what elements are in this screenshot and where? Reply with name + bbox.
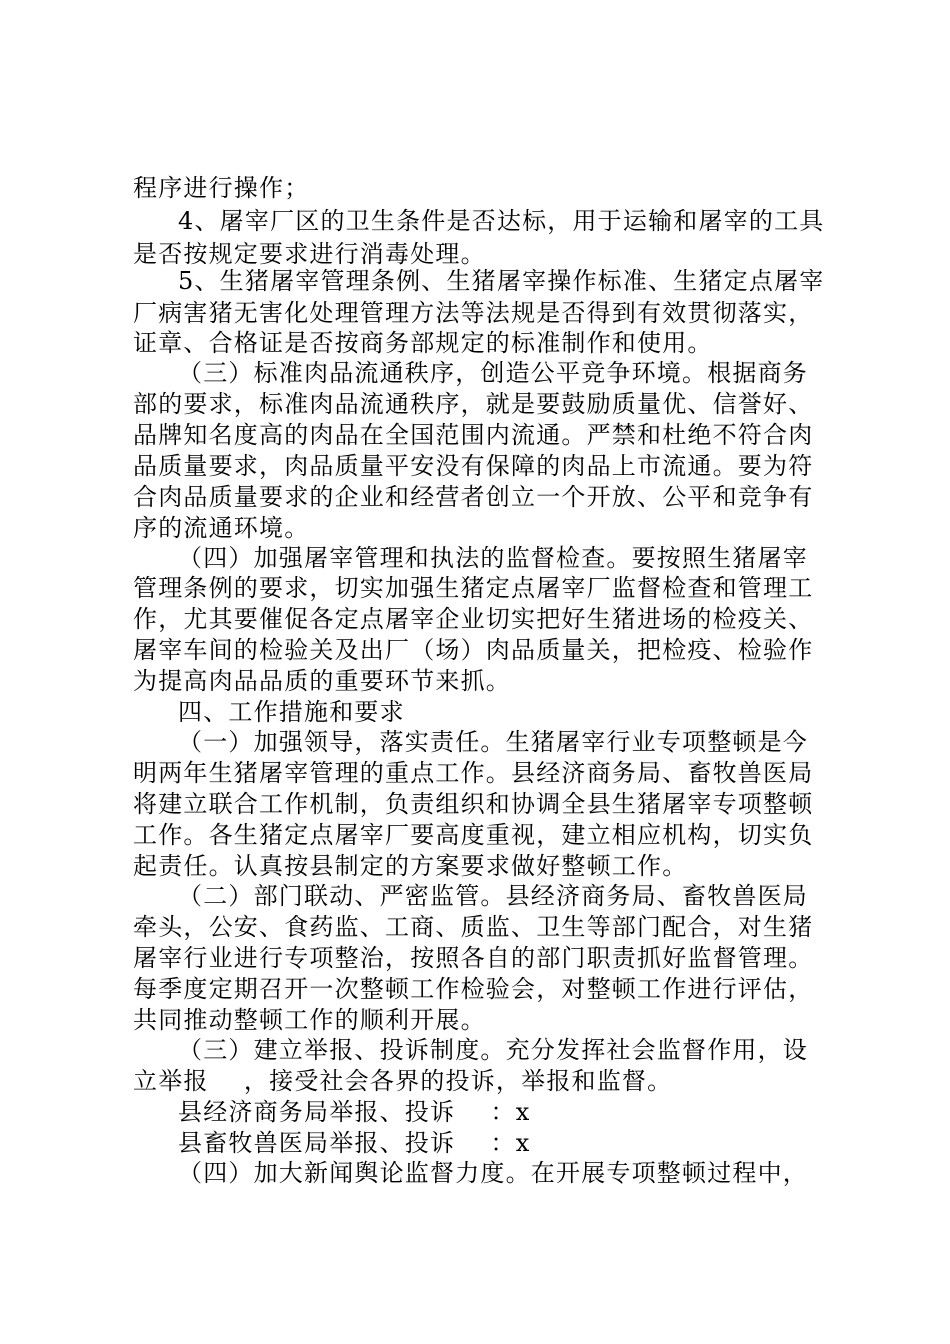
- text-line: （四）加大新闻舆论监督力度。在开展专项整顿过程中，: [178, 1159, 808, 1187]
- text-line: （四）加强屠宰管理和执法的监督检查。要按照生猪屠宰: [178, 544, 808, 572]
- text-line: 工作。各生猪定点屠宰厂要高度重视，建立相应机构，切实负: [133, 821, 814, 849]
- text-line: 作，尤其要催促各定点屠宰企业切实把好生猪进场的检疫关、: [133, 605, 814, 633]
- text-line: 起责任。认真按县制定的方案要求做好整顿工作。: [133, 852, 688, 880]
- text-line: 明两年生猪屠宰管理的重点工作。县经济商务局、畜牧兽医局: [133, 759, 814, 787]
- text-line: （三）标准肉品流通秩序，创造公平竞争环境。根据商务: [178, 359, 808, 387]
- text-line: 序的流通环境。: [133, 514, 310, 542]
- text-line: 品质量要求，肉品质量平安没有保障的肉品上市流通。要为符: [133, 452, 814, 480]
- text-line: 4、屠宰厂区的卫生条件是否达标，用于运输和屠宰的工具: [178, 207, 825, 235]
- text-line: 合肉品质量要求的企业和经营者创立一个开放、公平和竞争有: [133, 483, 814, 511]
- text-line: 屠宰行业进行专项整治，按照各自的部门职责抓好监督管理。: [133, 944, 814, 972]
- text-line: （一）加强领导，落实责任。生猪屠宰行业专项整顿是今: [178, 728, 808, 756]
- text-line: 屠宰车间的检验关及出厂（场）肉品质量关，把检疫、检验作: [133, 636, 814, 664]
- text-line: 牵头，公安、食药监、工商、质监、卫生等部门配合，对生猪: [133, 913, 814, 941]
- text-line: 厂病害猪无害化处理管理方法等法规是否得到有效贯彻落实，: [133, 299, 814, 327]
- text-line: 将建立联合工作机制，负责组织和协调全县生猪屠宰专项整顿: [133, 790, 814, 818]
- text-line: 为提高肉品品质的重要环节来抓。: [133, 667, 511, 695]
- text-line: （二）部门联动、严密监管。县经济商务局、畜牧兽医局: [178, 882, 808, 910]
- text-line: 立举报 ，接受社会各界的投诉，举报和监督。: [133, 1067, 673, 1095]
- hotline-line: 县畜牧兽医局举报、投诉 ：x: [178, 1129, 531, 1157]
- text-line: 程序进行操作；: [133, 174, 310, 202]
- hotline-line: 县经济商务局举报、投诉 ：x: [178, 1098, 531, 1126]
- text-line: 每季度定期召开一次整顿工作检验会，对整顿工作进行评估，: [133, 975, 814, 1003]
- text-line: 部的要求，标准肉品流通秩序，就是要鼓励质量优、信誉好、: [133, 390, 814, 418]
- text-line: 证章、合格证是否按商务部规定的标准制作和使用。: [133, 329, 713, 357]
- text-line: （三）建立举报、投诉制度。充分发挥社会监督作用，设: [178, 1036, 808, 1064]
- text-line: 品牌知名度高的肉品在全国范围内流通。严禁和杜绝不符合肉: [133, 421, 814, 449]
- text-line: 管理条例的要求，切实加强生猪定点屠宰厂监督检查和管理工: [133, 574, 814, 602]
- text-line: 共同推动整顿工作的顺利开展。: [133, 1006, 486, 1034]
- text-line: 5、生猪屠宰管理条例、生猪屠宰操作标准、生猪定点屠宰: [178, 267, 825, 295]
- text-line: 是否按规定要求进行消毒处理。: [133, 240, 486, 268]
- section-heading: 四、工作措施和要求: [178, 698, 405, 726]
